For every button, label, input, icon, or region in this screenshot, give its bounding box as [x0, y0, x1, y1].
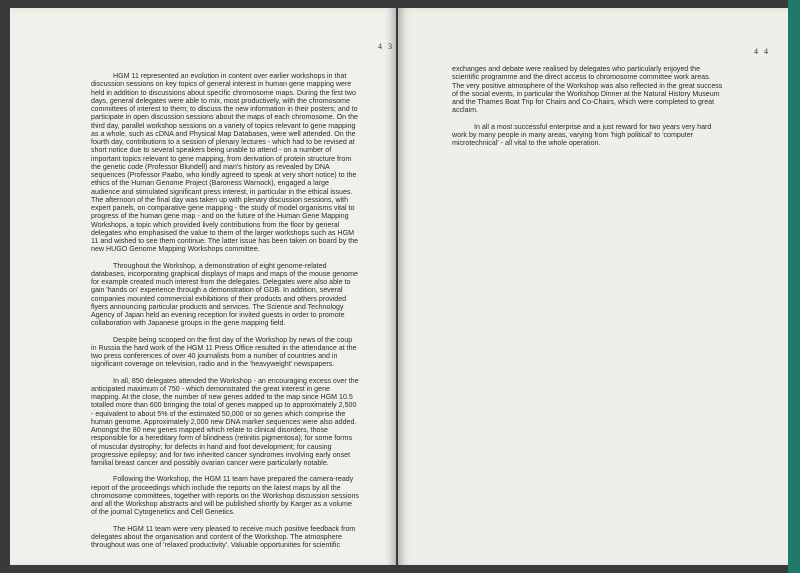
- body-text: [452, 65, 724, 155]
- paragraph: Despite being scooped on the first day of the Workshop by news of the coup in Russia the hard work of the HGM 11 Press Office resulted in the attendance at the two press conferences of over 40 journalists from a number of countries and in significant coverage on television, radio and in the 'heavyweight' newspapers.: [91, 335, 357, 369]
- body-text: [91, 72, 359, 557]
- page-number: 4 3: [378, 42, 394, 51]
- binding-edge: [788, 0, 800, 573]
- paragraph: In all, 850 delegates attended the Workshop - an encouraging excess over the anticipated maximum of 750 - which demonstrated the great interest in gene mapping. At the close, the number of new genes added to the map since HGM 10.5 totalled more than 600 bringing the total of genes mapped up to approximately 2,500 - equivalent to about 5% of the estimated 50,000 or so genes which comprise the human genome. Approximately 2,000 new DNA marker sequences were also added. Amongst the 80 new genes mapped which relate to clinical disorders, those responsible for a hereditary form of blindness (retinitis pigmentosa); for some forms of muscular dystrophy; for defects in hand and foot development; for causing progressive epilepsy; and for two inherited cancer syndromes involving early onset familial breast cancer and possibly ovarian cancer were particularly notable.: [91, 376, 359, 467]
- right-page: [398, 8, 788, 565]
- paragraph: HGM 11 represented an evolution in content over earlier workshops in that discussion sessions on key topics of general interest in human gene mapping were held in addition to discussions about specific chromosome maps. During the first two days, general delegates were able to mix, most productively, with the chromosome committees of interest to them; to discuss the new information in their posters; and to participate in open discussion sessions about the maps of each chromosome. On the third day, parallel workshop sessions on a variety of topics relevant to gene mapping as a whole, such as cDNA and Physical Map Databases, were well attended. On the fourth day, contributions to a session of plenary lectures - which had to be revised at short notice due to several speakers being unable to attend - on a number of important topics relevant to gene mapping, from derivation of protein structure from the genetic code (Professor Blundell) and man's history as revealed by DNA sequences (Professor Paabo, who kindly agreed to speak at very short notice) to the ethics of the Human Genome Project (Baroness Warnock), engaged a large audience and stimulated significant press interest, in particular in the ethical issues. The afternoon of the final day was taken up with plenary discussion sessions, with expert panels, on comparative gene mapping - the study of model organisms vital to progress of the human gene map - and on the future of the Human Gene Mapping Workshops, a topic which provided lively contributions from the floor by general delegates who emphasised the value to them of the larger workshops such as HGM 11 and wished to see them continue. The latter issue has been taken on board by the new HUGO Genome Mapping Workshops committee.: [91, 72, 359, 254]
- paragraph: In all a most successful enterprise and a just reward for two years very hard work by many people in many areas, varying from 'high political' to 'computer microtechnical' - all vital to the whole operation.: [452, 122, 712, 147]
- paragraph: Following the Workshop, the HGM 11 team have prepared the camera-ready report of the proceedings which include the reports on the latest maps by all the chromosome committees, together with reports on the Workshop discussion sessions and all the Workshop abstracts and will be published shortly by Karger as a volume of the journal Cytogenetics and Cell Genetics.: [91, 475, 359, 517]
- paragraph: exchanges and debate were realised by delegates who particularly enjoyed the scientific programme and the direct access to chromosome committee work areas. The very positive atmosphere of the Workshop was also reflected in the great success of the social events, in particular the Workshop Dinner at the Natural History Museum and the Thames Boat Trip for Chairs and Co-Chairs, which were completed to great acclaim.: [452, 65, 723, 115]
- left-page: [10, 8, 396, 565]
- paragraph: The HGM 11 team were very pleased to receive much positive feedback from delegates about the organisation and content of the Workshop. The atmosphere throughout was one of 'relaxed productivity'. Valuable opportunities for scientific: [91, 524, 356, 549]
- paragraph: Throughout the Workshop, a demonstration of eight genome-related databases, incorporating graphical displays of maps and maps of the mouse genome for example created much interest from the delegates. Delegates were also able to gain 'hands on' experience through a demonstration of GDB. In addition, several companies mounted commercial exhibitions of their products and others provided flyers announcing particular products and services. The Science and Technology Agency of Japan held an evening reception for invited guests in order to promote collaboration with Japanese groups in the gene mapping field.: [91, 261, 358, 328]
- page-number: 4 4: [754, 47, 770, 56]
